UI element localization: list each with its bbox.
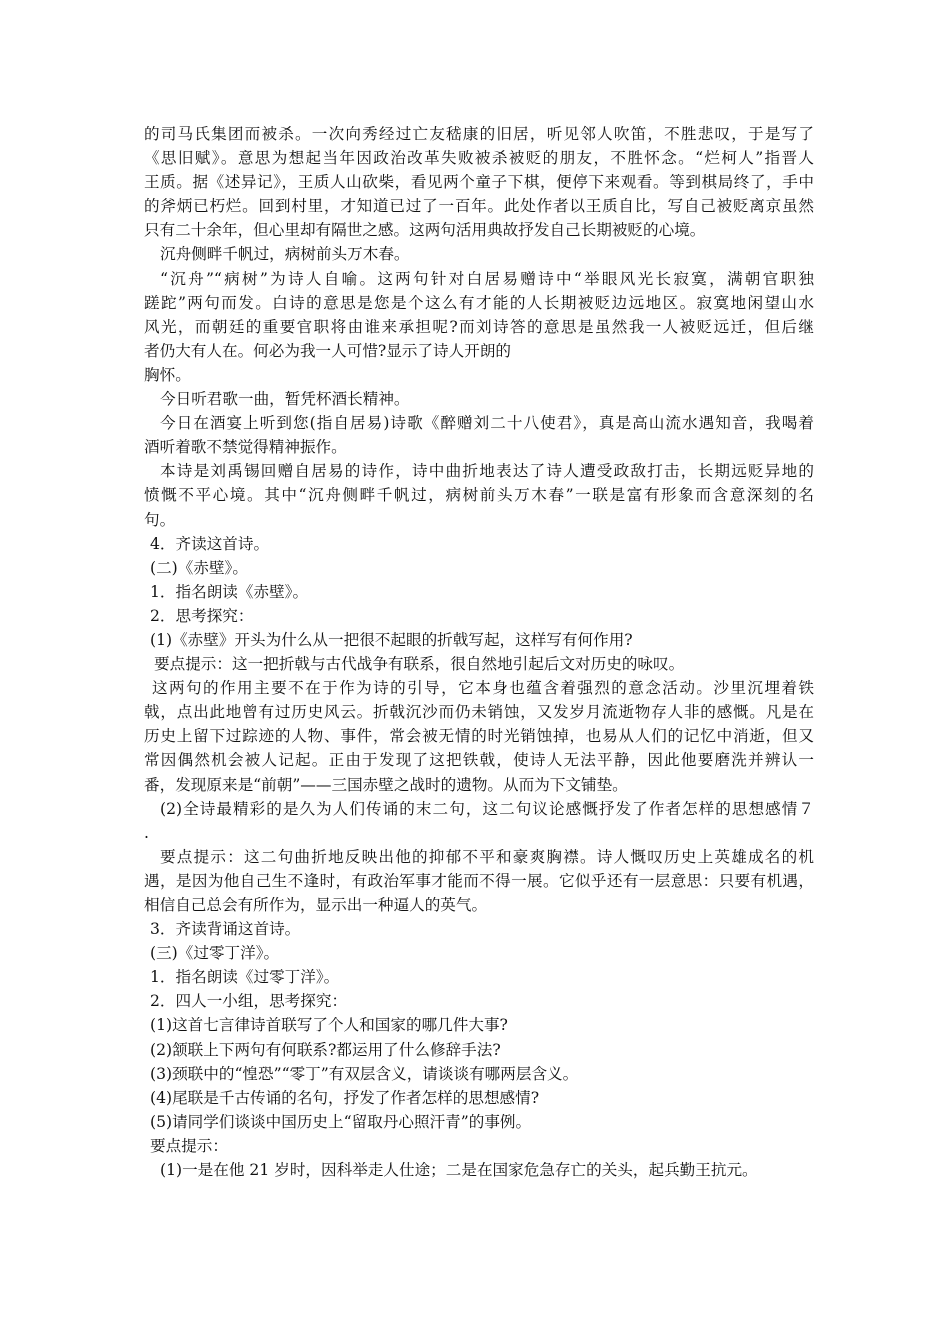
text-line: (1)《赤壁》开头为什么从一把很不起眼的折戟写起，这样写有何作用? (150, 630, 633, 649)
text-line: 蹉跎”两句而发。白诗的意思是您是个这么有才能的人长期被贬边远地区。寂寞地闲望山水 (144, 293, 814, 312)
text-line: “沉舟”“病树”为诗人自喻。这两句针对白居易赠诗中“举眼风光长寂寞，满朝官职独 (160, 269, 814, 288)
text-line: (1)一是在他 21 岁时，因科举走人仕途；二是在国家危急存亡的关头，起兵勤王抗元。 (160, 1161, 758, 1180)
text-line: (1)这首七言律诗首联写了个人和国家的哪几件大事? (150, 1016, 508, 1035)
text-line: 本诗是刘禹锡回赠自居易的诗作，诗中曲折地表达了诗人遭受政敌打击，长期远贬异地的 (160, 462, 814, 481)
text-line: 沉舟侧畔千帆过，病树前头万木春。 (160, 245, 410, 264)
text-line: 番，发现原来是“前朝”——三国赤壁之战时的遗物。从而为下文铺垫。 (144, 775, 628, 794)
text-line: 只有二十余年，但心里却有隔世之感。这两句活用典故抒发自己长期被贬的心境。 (144, 221, 706, 240)
text-line: 酒听着歌不禁觉得精神振作。 (144, 438, 347, 457)
document-body (144, 122, 814, 1182)
text-line: 要点提示：这一把折戟与古代战争有联系，很自然地引起后文对历史的咏叹。 (154, 655, 685, 674)
text-line: (5)请同学们谈谈中国历史上“留取丹心照汗青”的事例。 (150, 1112, 532, 1131)
text-line: 胸怀。 (144, 365, 191, 384)
text-line: 今日听君歌一曲，暂凭杯酒长精神。 (160, 390, 410, 409)
text-line: 的斧炳已朽烂。回到村里，才知道已过了一百年。此处作者以王质自比，写自己被贬离京虽然 (144, 197, 814, 216)
text-line: 要点提示： (150, 1136, 228, 1155)
text-line: (4)尾联是千古传诵的名句，抒发了作者怎样的思想感情? (150, 1088, 540, 1107)
text-line: (2)颔联上下两句有何联系?都运用了什么修辞手法? (150, 1040, 501, 1059)
text-line: 者仍大有人在。何必为我一人可惜?显示了诗人开朗的 (144, 341, 512, 360)
text-line: . (144, 823, 149, 842)
text-line: (三)《过零丁洋》。 (150, 944, 280, 963)
text-line: 1．指名朗读《赤壁》。 (150, 582, 309, 601)
text-line: 4．齐读这首诗。 (150, 534, 270, 553)
text-line: 2．思考探究： (150, 606, 254, 625)
text-line: 风光，而朝廷的重要官职将由谁来承担呢?而刘诗答的意思是虽然我一人被贬远迁，但后继 (144, 317, 814, 336)
text-line: 这两句的作用主要不在于作为诗的引导，它本身也蕴含着强烈的意念活动。沙里沉埋着铁 (152, 679, 814, 698)
text-line: 愤慨不平心境。其中“沉舟侧畔千帆过，病树前头万木春”一联是富有形象而含意深刻的名 (144, 486, 814, 505)
text-line: 遇，是因为他自己生不逢时，有政治军事才能而不得一展。它似乎还有一层意思：只要有机遇， (144, 871, 814, 890)
text-line: 王质。据《述异记》，王质人山砍柴，看见两个童子下棋，便停下来观看。等到棋局终了，手中 (144, 173, 814, 192)
text-line: (2)全诗最精彩的是久为人们传诵的末二句，这二句议论感慨抒发了作者怎样的思想感情７ (160, 799, 814, 818)
text-line: 的司马氏集团而被杀。一次向秀经过亡友嵇康的旧居，听见邻人吹笛，不胜悲叹，于是写了 (144, 125, 814, 143)
text-line: 句。 (144, 510, 176, 529)
text-line: (二)《赤壁》。 (150, 558, 248, 577)
text-line: 相信自己总会有所作为，显示出一种逼人的英气。 (144, 896, 488, 914)
text-line: 要点提示：这二句曲折地反映出他的抑郁不平和豪爽胸襟。诗人慨叹历史上英雄成名的机 (160, 847, 814, 866)
text-line: 戟，点出此地曾有过历史风云。折戟沉沙而仍未销蚀，又发岁月流逝物存人非的感慨。凡是在 (144, 703, 814, 722)
text-line: 历史上留下过踪迹的人物、事件，常会被无情的时光销蚀掉，也易从人们的记忆中消逝，但又 (144, 727, 814, 746)
text-line: 2．四人一小组，思考探究： (150, 992, 348, 1011)
text-line: 3．齐读背诵这首诗。 (150, 920, 301, 939)
text-line: 常因偶然机会被人记起。正由于发现了这把铁戟，使诗人无法平静，因此他要磨洗并辨认一 (144, 751, 814, 770)
text-line: 《思旧赋》。意思为想起当年因政治改革失败被杀被贬的朋友，不胜怀念。“烂柯人”指晋人 (144, 149, 814, 168)
text-line: (3)颈联中的“惶恐”“零丁”有双层含义，请谈谈有哪两层含义。 (150, 1064, 579, 1083)
text-line: 1．指名朗读《过零丁洋》。 (150, 968, 340, 987)
text-line: 今日在酒宴上听到您(指自居易)诗歌《醉赠刘二十八使君》，真是高山流水遇知音，我喝着 (160, 414, 814, 433)
